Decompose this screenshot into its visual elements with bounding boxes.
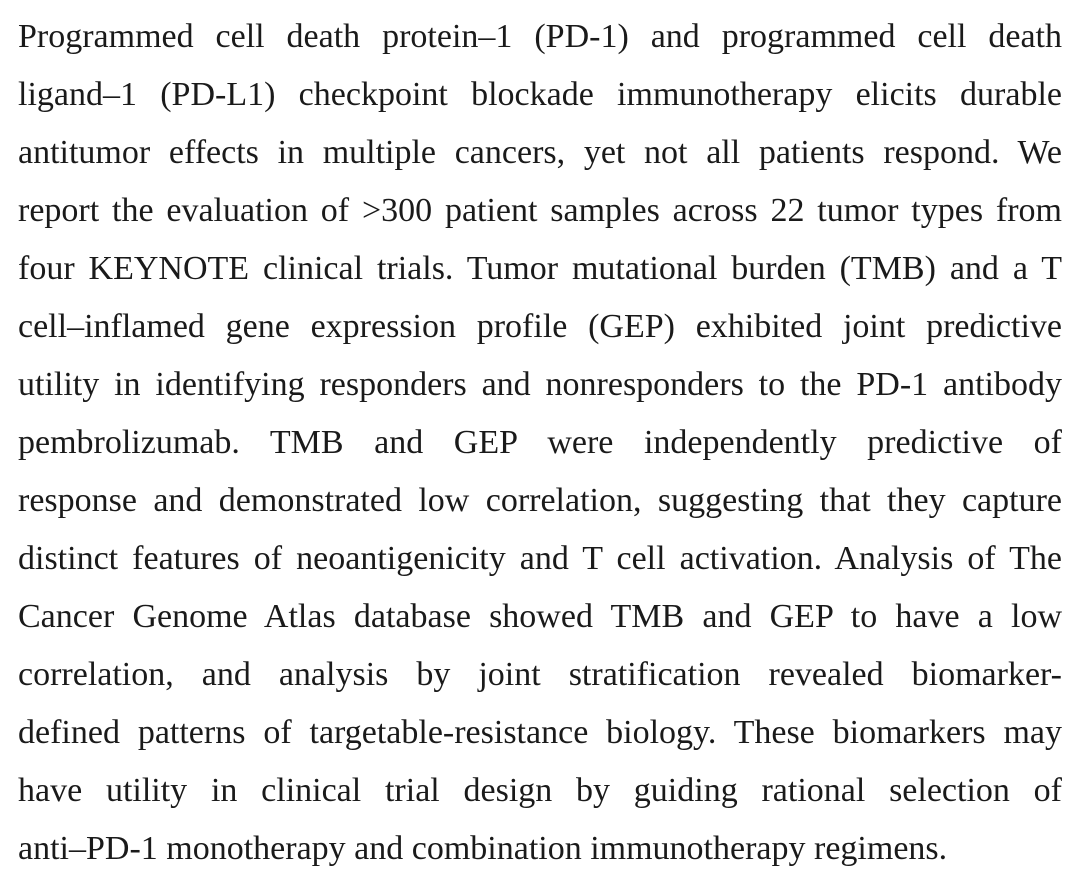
abstract-line-14: have utility in clinical trial design by guiding rational selection of xyxy=(18,772,1062,809)
abstract-line-12: correlation, and analysis by joint stratification revealed biomarker- xyxy=(18,656,1062,693)
abstract-line-10: distinct features of neoantigenicity and T cell activation. Analysis of The xyxy=(18,540,1062,577)
abstract-line-7: utility in identifying responders and nonresponders to the PD-1 antibody xyxy=(18,366,1062,403)
abstract-line-4: report the evaluation of >300 patient samples across 22 tumor types from xyxy=(18,192,1062,229)
abstract-line-8: pembrolizumab. TMB and GEP were independently predictive of xyxy=(18,424,1062,461)
abstract-paragraph xyxy=(18,8,1062,878)
abstract-line-3: antitumor effects in multiple cancers, yet not all patients respond. We xyxy=(18,134,1062,171)
abstract-line-15: anti–PD-1 monotherapy and combination immunotherapy regimens. xyxy=(18,830,948,867)
abstract-line-11: Cancer Genome Atlas database showed TMB and GEP to have a low xyxy=(18,598,1062,635)
abstract-line-6: cell–inflamed gene expression profile (GEP) exhibited joint predictive xyxy=(18,308,1062,345)
abstract-line-13: defined patterns of targetable-resistance biology. These biomarkers may xyxy=(18,714,1062,751)
abstract-line-5: four KEYNOTE clinical trials. Tumor mutational burden (TMB) and a T xyxy=(18,250,1062,287)
abstract-line-2: ligand–1 (PD-L1) checkpoint blockade immunotherapy elicits durable xyxy=(18,76,1062,113)
abstract-line-9: response and demonstrated low correlation, suggesting that they capture xyxy=(18,482,1062,519)
abstract-line-1: Programmed cell death protein–1 (PD-1) and programmed cell death xyxy=(18,18,1062,55)
